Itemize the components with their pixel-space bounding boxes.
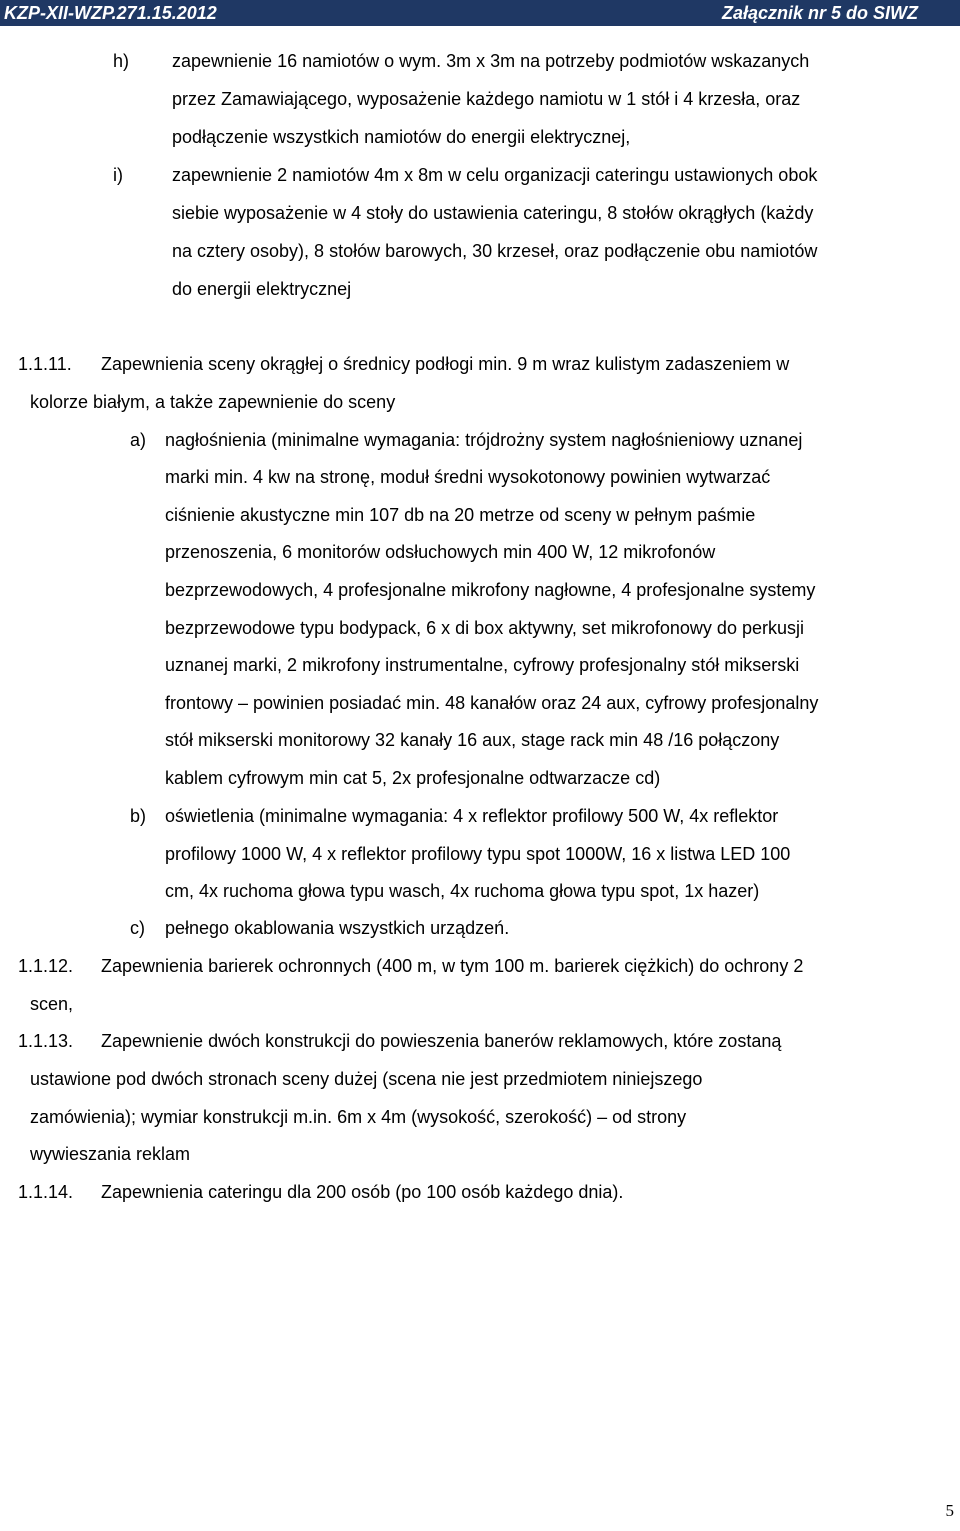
subitem-a-line: marki min. 4 kw na stronę, moduł średni wysokotonowy powinien wytwarzać [165,467,771,487]
section-number: 1.1.13. [18,1031,74,1051]
item-i-line: siebie wyposażenie w 4 stoły do ustawienia cateringu, 8 stołów okrągłych (każdy [172,203,814,223]
item-i-line: zapewnienie 2 namiotów 4m x 8m w celu organizacji cateringu ustawionych obok [172,165,818,185]
subitem-a-line: uznanej marki, 2 mikrofony instrumentalne, cyfrowy profesjonalny stół mikserski [165,655,800,675]
subitem-a-line: bezprzewodowe typu bodypack, 6 x di box aktywny, set mikrofonowy do perkusji [165,618,804,638]
section-text: ustawione pod dwóch stronach sceny dużej (scena nie jest przedmiotem niniejszego [30,1069,703,1089]
section-text: scen, [30,994,74,1014]
subitem-b-line: cm, 4x ruchoma głowa typu wasch, 4x ruchoma głowa typu spot, 1x hazer) [165,881,760,901]
section-text: zamówienia); wymiar konstrukcji m.in. 6m x 4m (wysokość, szerokość) – od strony [30,1107,687,1127]
subitem-b-line: oświetlenia (minimalne wymagania: 4 x reflektor profilowy 500 W, 4x reflektor [165,806,779,826]
item-h-line: przez Zamawiającego, wyposażenie każdego namiotu w 1 stół i 4 krzesła, oraz [172,89,801,109]
item-h-line: zapewnienie 16 namiotów o wym. 3m x 3m na potrzeby podmiotów wskazanych [172,51,810,71]
subitem-marker: a) [130,430,147,450]
item-i-line: na cztery osoby), 8 stołów barowych, 30 krzeseł, oraz podłączenie obu namiotów [172,241,818,261]
section-number: 1.1.11. [18,354,72,374]
subitem-marker: b) [130,806,147,826]
section-text: wywieszania reklam [30,1144,191,1164]
section-text: Zapewnienia sceny okrągłej o średnicy podłogi min. 9 m wraz kulistym zadaszeniem w [101,354,790,374]
subitem-b-line: profilowy 1000 W, 4 x reflektor profilowy typu spot 1000W, 16 x listwa LED 100 [165,844,791,864]
attachment-label: Załącznik nr 5 do SIWZ [721,3,918,23]
page-number: 5 [945,1501,954,1520]
document-reference: KZP-XII-WZP.271.15.2012 [4,3,217,23]
section-text: kolorze białym, a także zapewnienie do sceny [30,392,396,412]
subitem-a-line: przenoszenia, 6 monitorów odsłuchowych min 400 W, 12 mikrofonów [165,542,716,562]
page-header [0,0,960,26]
section-text: Zapewnienia cateringu dla 200 osób (po 100 osób każdego dnia). [101,1182,624,1202]
subitem-marker: c) [130,918,145,938]
section-text: Zapewnienia barierek ochronnych (400 m, w tym 100 m. barierek ciężkich) do ochrony 2 [101,956,804,976]
item-marker: h) [113,51,130,71]
item-marker: i) [113,165,123,185]
section-number: 1.1.14. [18,1182,74,1202]
section-text: Zapewnienie dwóch konstrukcji do powieszenia banerów reklamowych, które zostaną [101,1031,782,1051]
subitem-a-line: frontowy – powinien posiadać min. 48 kanałów oraz 24 aux, cyfrowy profesjonalny [165,693,819,713]
subitem-a-line: bezprzewodowych, 4 profesjonalne mikrofony nagłowne, 4 profesjonalne systemy [165,580,816,600]
subitem-a-line: nagłośnienia (minimalne wymagania: trójdrożny system nagłośnieniowy uznanej [165,430,803,450]
subitem-a-line: ciśnienie akustyczne min 107 db na 20 metrze od sceny w pełnym paśmie [165,505,756,525]
item-h-line: podłączenie wszystkich namiotów do energii elektrycznej, [172,127,631,147]
subitem-c-line: pełnego okablowania wszystkich urządzeń. [165,918,510,938]
subitem-a-line: stół mikserski monitorowy 32 kanały 16 aux, stage rack min 48 /16 połączony [165,730,780,750]
section-number: 1.1.12. [18,956,74,976]
item-i-line: do energii elektrycznej [172,279,352,299]
subitem-a-line: kablem cyfrowym min cat 5, 2x profesjonalne odtwarzacze cd) [165,768,661,788]
